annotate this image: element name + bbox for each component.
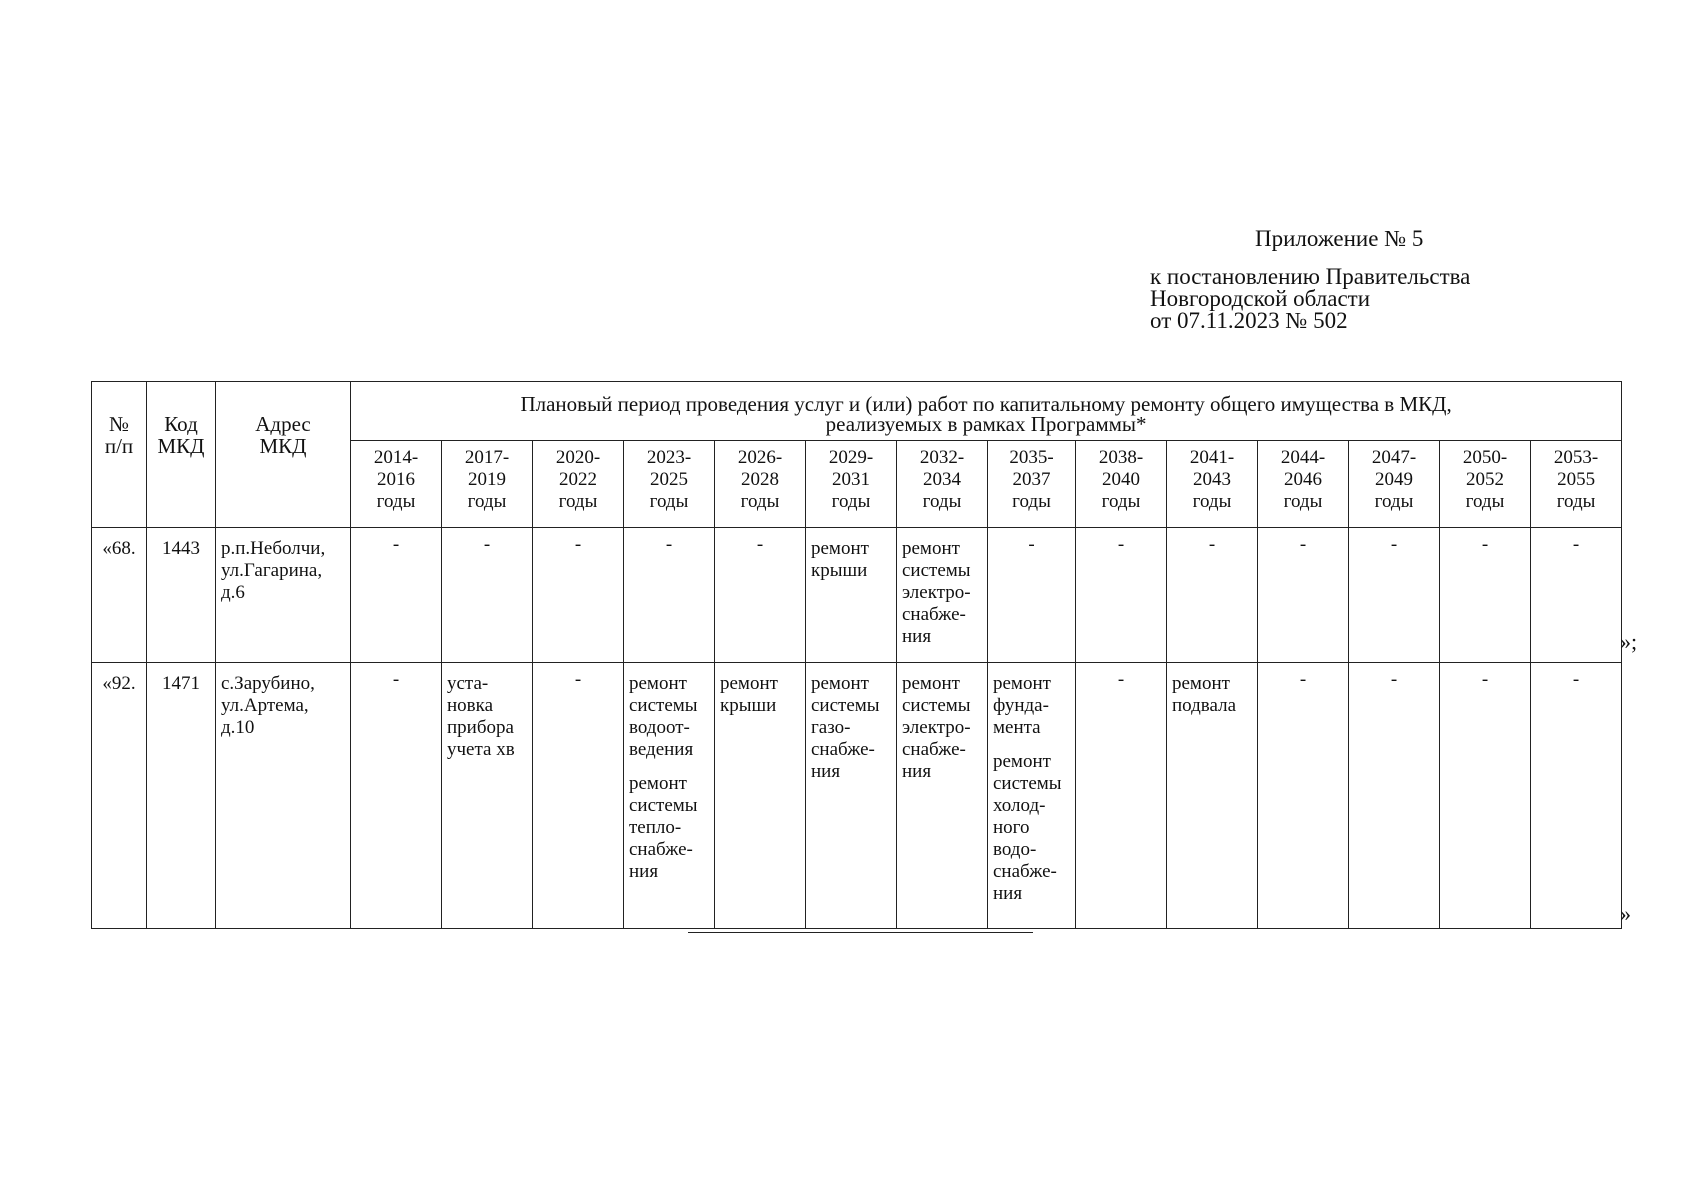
year-header-line: 2032- — [919, 447, 965, 468]
row-address — [216, 663, 351, 929]
year-header — [1531, 441, 1622, 528]
period-cell-empty — [1167, 528, 1258, 663]
period-cell-empty — [1531, 663, 1622, 929]
address-line: д.6 — [221, 582, 245, 603]
appendix-line-3: от 07.11.2023 № 502 — [1150, 308, 1348, 333]
work-line: ремонт — [902, 538, 960, 559]
header-num — [92, 382, 147, 528]
year-header-line: годы — [467, 491, 507, 512]
period-cell-empty — [715, 528, 806, 663]
year-header-line: 2043 — [1193, 469, 1231, 490]
year-header-line: 2037 — [1012, 469, 1051, 490]
work-line: крыши — [811, 560, 868, 581]
work-line: учета хв — [447, 739, 515, 760]
work-separator — [629, 761, 714, 773]
work-line: ния — [902, 761, 932, 782]
year-header-line: 2049 — [1375, 469, 1413, 490]
year-header-line: годы — [1374, 491, 1414, 512]
work-line: ния — [811, 761, 841, 782]
work-line: снабже- — [629, 839, 693, 860]
year-header-line: 2055 — [1557, 469, 1596, 490]
year-header-line: 2034 — [923, 469, 961, 490]
year-header-line: 2029- — [828, 447, 874, 468]
work-line: ного — [993, 817, 1030, 838]
year-header — [351, 441, 442, 528]
work-line: снабже- — [811, 739, 875, 760]
work-line: снабже- — [902, 604, 966, 625]
year-header — [1258, 441, 1349, 528]
address-line: р.п.Неболчи, — [221, 538, 326, 559]
address-line: с.Зарубино, — [221, 673, 315, 694]
year-header-line: годы — [649, 491, 689, 512]
dash: - — [392, 534, 400, 555]
table-body — [92, 528, 1622, 929]
year-header-line: 2020- — [555, 447, 601, 468]
work-line: прибора — [447, 717, 514, 738]
row-number: «92. — [92, 663, 147, 929]
period-cell-work — [897, 528, 988, 663]
closing-quote-row-2: » — [1620, 900, 1631, 926]
period-cell-empty — [351, 663, 442, 929]
year-header-line: 2046 — [1284, 469, 1322, 490]
work-line: ремонт — [1172, 673, 1230, 694]
capital-repair-table — [91, 381, 1622, 929]
year-header-line: годы — [1192, 491, 1232, 512]
header-code-line-2: МКД — [157, 433, 205, 458]
address-line: ул.Гагарина, — [221, 560, 323, 581]
period-cell-empty — [1076, 663, 1167, 929]
period-cell-empty — [1349, 528, 1440, 663]
dash: - — [1208, 534, 1216, 555]
period-cell-work — [442, 663, 533, 929]
year-header-line: годы — [558, 491, 598, 512]
work-line: водо- — [993, 839, 1037, 860]
closing-quote-row-1: »; — [1620, 628, 1638, 654]
year-header-line: 2038- — [1098, 447, 1144, 468]
work-line: ремонт — [902, 673, 960, 694]
period-cell-empty — [1076, 528, 1167, 663]
row-code: 1471 — [147, 663, 216, 929]
header-address — [216, 382, 351, 528]
dash: - — [1572, 534, 1580, 555]
year-header-line: 2022 — [559, 469, 597, 490]
dash: - — [1481, 534, 1489, 555]
year-header-line: годы — [740, 491, 780, 512]
header-code-line-1: Код — [164, 411, 198, 436]
row-number: «68. — [92, 528, 147, 663]
work-line: холод- — [993, 795, 1046, 816]
year-header-line: годы — [922, 491, 962, 512]
period-cell-work — [1167, 663, 1258, 929]
work-line: системы — [629, 795, 698, 816]
work-line: ния — [993, 883, 1023, 904]
header-num-line-2: п/п — [104, 433, 134, 458]
year-header — [806, 441, 897, 528]
period-cell-empty — [1531, 528, 1622, 663]
year-header — [1440, 441, 1531, 528]
year-header-line: 2016 — [377, 469, 415, 490]
year-header-line: годы — [1283, 491, 1323, 512]
year-header-line: годы — [1465, 491, 1505, 512]
year-header-line: 2026- — [737, 447, 783, 468]
period-cell-work — [897, 663, 988, 929]
period-cell-empty — [988, 528, 1076, 663]
header-period — [351, 382, 1622, 441]
year-header-line: годы — [831, 491, 871, 512]
year-header-line: годы — [1556, 491, 1596, 512]
dash: - — [1390, 669, 1398, 690]
dash: - — [1299, 669, 1307, 690]
work-line: мента — [993, 717, 1041, 738]
year-header — [1349, 441, 1440, 528]
appendix-title: Приложение № 5 — [1255, 226, 1424, 251]
year-header-line: 2019 — [468, 469, 506, 490]
dash: - — [574, 669, 582, 690]
year-header-line: 2017- — [464, 447, 510, 468]
year-header — [715, 441, 806, 528]
dash: - — [1572, 669, 1580, 690]
period-cell-work — [806, 528, 897, 663]
dash: - — [574, 534, 582, 555]
work-line: системы — [629, 695, 698, 716]
work-line: ремонт — [811, 538, 869, 559]
address-line: ул.Артема, — [221, 695, 309, 716]
period-cell-work — [988, 663, 1076, 929]
work-line: новка — [447, 695, 494, 716]
header-period-line-2: реализуемых в рамках Программы* — [825, 412, 1147, 436]
appendix-line-2: Новгородской области — [1150, 286, 1371, 311]
year-header-line: 2044- — [1280, 447, 1326, 468]
dash: - — [483, 534, 491, 555]
work-line: электро- — [902, 717, 971, 738]
year-header-line: 2041- — [1189, 447, 1235, 468]
table-row — [92, 528, 1622, 663]
work-line: ремонт — [629, 773, 687, 794]
work-line: системы — [902, 560, 971, 581]
dash: - — [1117, 534, 1125, 555]
year-header-line: 2050- — [1462, 447, 1508, 468]
period-cell-work — [715, 663, 806, 929]
dash: - — [756, 534, 764, 555]
header-address-line-2: МКД — [259, 433, 307, 458]
year-header-line: 2023- — [646, 447, 692, 468]
work-line: системы — [993, 773, 1062, 794]
header-num-line-1: № — [108, 411, 130, 436]
period-cell-empty — [1258, 663, 1349, 929]
work-line: уста- — [447, 673, 489, 694]
period-cell-work — [806, 663, 897, 929]
year-header-line: 2035- — [1009, 447, 1054, 468]
work-line: ремонт — [811, 673, 869, 694]
period-cell-empty — [1440, 528, 1531, 663]
appendix-header — [1150, 228, 1610, 332]
year-header-line: 2028 — [741, 469, 779, 490]
table-row — [92, 663, 1622, 929]
work-line: крыши — [720, 695, 777, 716]
header-address-line-1: Адрес — [255, 411, 311, 436]
header-period-line-1: Плановый период проведения услуг и (или) работ по капитальному ремонту общего имущества в МКД, — [520, 392, 1452, 416]
period-cell-empty — [533, 528, 624, 663]
appendix-line-1: к постановлению Правительства — [1150, 264, 1471, 289]
work-line: ремонт — [993, 673, 1051, 694]
year-header-line: годы — [1101, 491, 1141, 512]
dash: - — [392, 669, 400, 690]
year-header — [533, 441, 624, 528]
period-cell-empty — [1258, 528, 1349, 663]
separator-line — [688, 932, 1033, 933]
year-header-line: 2025 — [650, 469, 688, 490]
work-line: фунда- — [993, 695, 1049, 716]
dash: - — [1028, 534, 1035, 555]
work-line: электро- — [902, 582, 971, 603]
work-line: снабже- — [993, 861, 1057, 882]
year-header — [624, 441, 715, 528]
year-header-line: годы — [1012, 491, 1051, 512]
work-line: подвала — [1172, 695, 1237, 716]
dash: - — [665, 534, 673, 555]
period-cell-empty — [442, 528, 533, 663]
work-line: ведения — [629, 739, 694, 760]
year-header-line: годы — [376, 491, 416, 512]
year-header — [1167, 441, 1258, 528]
year-header — [897, 441, 988, 528]
work-line: ния — [629, 861, 659, 882]
period-cell-empty — [624, 528, 715, 663]
work-line: ния — [902, 626, 932, 647]
work-line: системы — [902, 695, 971, 716]
address-line: д.10 — [221, 717, 255, 738]
dash: - — [1299, 534, 1307, 555]
work-line: системы — [811, 695, 880, 716]
year-header-line: 2031 — [832, 469, 870, 490]
year-header-line: 2052 — [1466, 469, 1504, 490]
year-header-line: 2040 — [1102, 469, 1140, 490]
year-header — [1076, 441, 1167, 528]
period-cell-empty — [1349, 663, 1440, 929]
year-header-line: 2053- — [1553, 447, 1599, 468]
row-code: 1443 — [147, 528, 216, 663]
period-cell-empty — [351, 528, 442, 663]
work-line: тепло- — [629, 817, 682, 838]
year-header-line: 2047- — [1371, 447, 1417, 468]
year-header — [442, 441, 533, 528]
dash: - — [1481, 669, 1489, 690]
work-line: водоот- — [629, 717, 690, 738]
dash: - — [1390, 534, 1398, 555]
header-code — [147, 382, 216, 528]
row-address — [216, 528, 351, 663]
work-line: ремонт — [720, 673, 778, 694]
work-line: снабже- — [902, 739, 966, 760]
period-cell-work — [624, 663, 715, 929]
year-header-line: 2014- — [373, 447, 419, 468]
period-cell-empty — [533, 663, 624, 929]
work-line: газо- — [811, 717, 851, 738]
dash: - — [1117, 669, 1125, 690]
work-line: ремонт — [993, 751, 1051, 772]
work-line: ремонт — [629, 673, 687, 694]
year-header — [988, 441, 1076, 528]
work-separator — [993, 739, 1075, 751]
period-cell-empty — [1440, 663, 1531, 929]
